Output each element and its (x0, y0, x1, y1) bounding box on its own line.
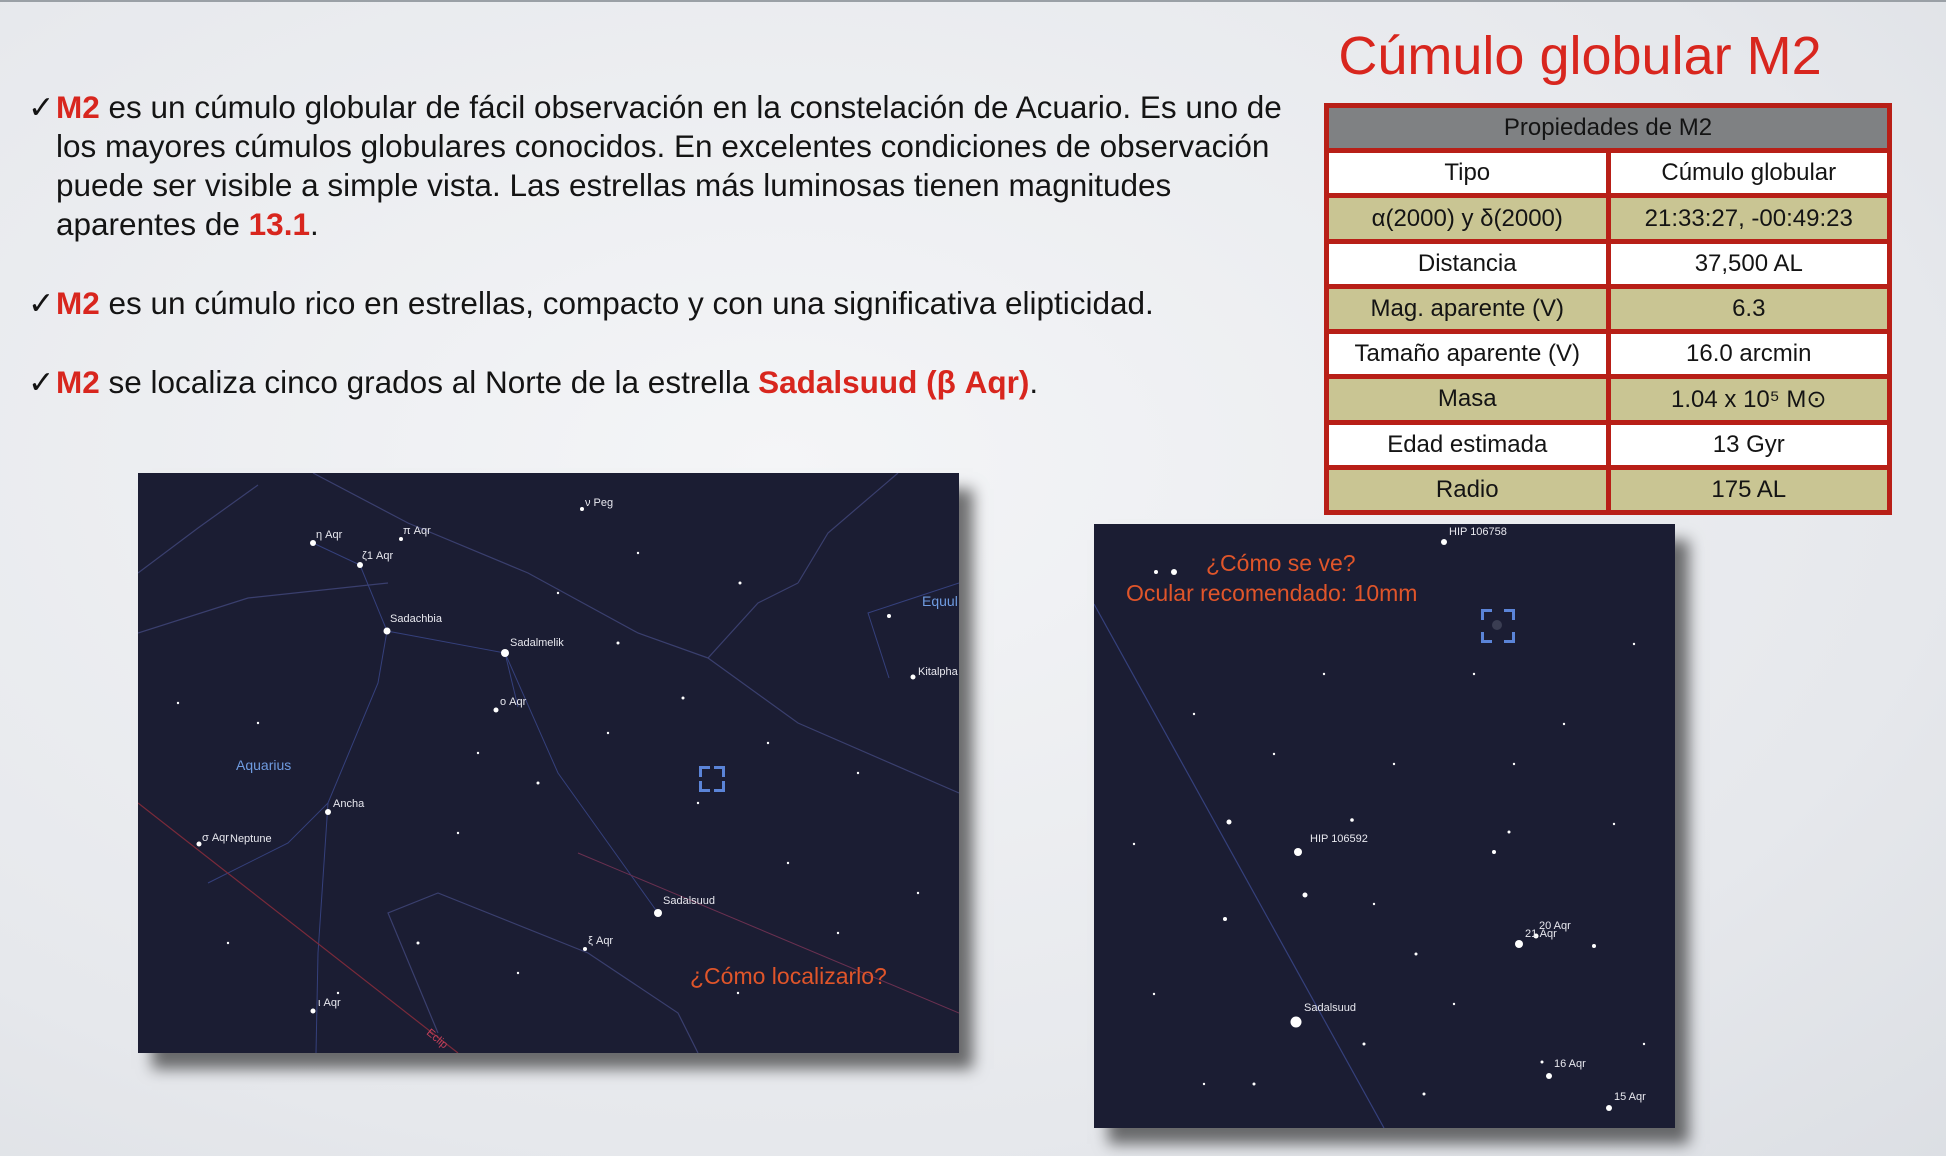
star-label: Sadalsuud (1304, 1002, 1356, 1014)
bullet-item (28, 363, 1288, 402)
table-cell-label: Distancia (1329, 244, 1606, 284)
star-label: ξ Aqr (588, 935, 614, 947)
properties-table (1324, 103, 1892, 515)
table-cell-label: Mag. aparente (V) (1329, 289, 1606, 329)
table-cell-value: 37,500 AL (1611, 244, 1888, 284)
table-cell-label: Masa (1329, 379, 1606, 419)
table-cell-value: 16.0 arcmin (1611, 334, 1888, 374)
sky-map-wide (138, 473, 959, 1053)
map-caption: ¿Cómo localizarlo? (690, 963, 887, 989)
checkmark-icon: ✓ (28, 364, 55, 400)
table-cell-label: α(2000) y δ(2000) (1329, 198, 1606, 238)
table-cell-value: 13 Gyr (1611, 425, 1888, 465)
bullet-tail: . (1029, 364, 1039, 400)
bullet-item (28, 284, 1288, 323)
m2-target-marker-icon (1481, 609, 1515, 643)
table-cell-value: 1.04 x 10⁵ M⊙ (1611, 379, 1888, 419)
map-caption-title: ¿Cómo se ve? (1206, 550, 1356, 576)
star-label: HIP 106592 (1310, 833, 1368, 845)
table-header: Propiedades de M2 (1329, 108, 1887, 148)
star-label: η Aqr (316, 529, 343, 541)
constellation-label: Aquarius (236, 757, 292, 773)
star-label: ι Aqr (318, 997, 341, 1009)
checkmark-icon: ✓ (28, 285, 55, 321)
ecliptic-label: Eclip (423, 1026, 450, 1052)
bullet-text: se localiza cinco grados al Norte de la estrella (99, 364, 759, 400)
bullet-highlight: 13.1 (248, 206, 310, 242)
star-label: ζ1 Aqr (362, 550, 394, 562)
top-rule (0, 0, 1946, 2)
table-cell-value: 6.3 (1611, 289, 1888, 329)
table-cell-label: Tipo (1329, 153, 1606, 193)
star-label: Ancha (333, 798, 365, 810)
table-cell-label: Tamaño aparente (V) (1329, 334, 1606, 374)
table-cell-label: Edad estimada (1329, 425, 1606, 465)
star-label: Kitalpha (918, 666, 958, 678)
bullet-list (28, 88, 1288, 442)
bullet-lead: M2 (56, 285, 100, 321)
star-label: 21 Aqr (1525, 928, 1557, 940)
planet-label: Neptune (230, 833, 272, 845)
star-label: Sadachbia (390, 613, 442, 625)
page-title: Cúmulo globular M2 (1338, 26, 1822, 86)
checkmark-icon: ✓ (28, 89, 55, 125)
bullet-text: es un cúmulo rico en estrellas, compacto y con una significativa elipticidad. (99, 285, 1154, 321)
table-cell-label: Radio (1329, 470, 1606, 510)
bullet-text: es un cúmulo globular de fácil observación en la constelación de Acuario. Es uno de los mayores cúmulos globulares conocidos. En excelentes condiciones de observación puede ser visible a simple vista. Las estrellas más luminosas tienen magnitudes aparentes de (56, 89, 1282, 242)
bullet-item (28, 88, 1288, 244)
star-label: π Aqr (403, 525, 431, 537)
bullet-tail: . (309, 206, 319, 242)
bullet-lead: M2 (56, 364, 100, 400)
table-cell-value: 21:33:27, -00:49:23 (1611, 198, 1888, 238)
m2-target-marker-icon (699, 766, 725, 792)
sky-map-eyepiece (1094, 524, 1675, 1128)
star-label: ο Aqr (500, 696, 527, 708)
table-cell-value: Cúmulo globular (1611, 153, 1888, 193)
bullet-highlight: Sadalsuud (β Aqr) (758, 364, 1030, 400)
star-label: Sadalsuud (663, 895, 715, 907)
star-label: Sadalmelik (510, 637, 564, 649)
constellation-label: Equul (922, 593, 958, 609)
table-cell-value: 175 AL (1611, 470, 1888, 510)
star-label: 20 Aqr (1539, 920, 1571, 932)
star-label: 16 Aqr (1554, 1058, 1586, 1070)
star-label: ν Peg (585, 497, 614, 509)
bullet-lead: M2 (56, 89, 100, 125)
sky-map-eyepiece-lines (1094, 524, 1675, 1128)
star-label: HIP 106758 (1449, 526, 1507, 538)
star-label: σ Aqr (202, 832, 229, 844)
map-caption-ocular: Ocular recomendado: 10mm (1126, 580, 1418, 606)
star-label: 15 Aqr (1614, 1091, 1646, 1103)
